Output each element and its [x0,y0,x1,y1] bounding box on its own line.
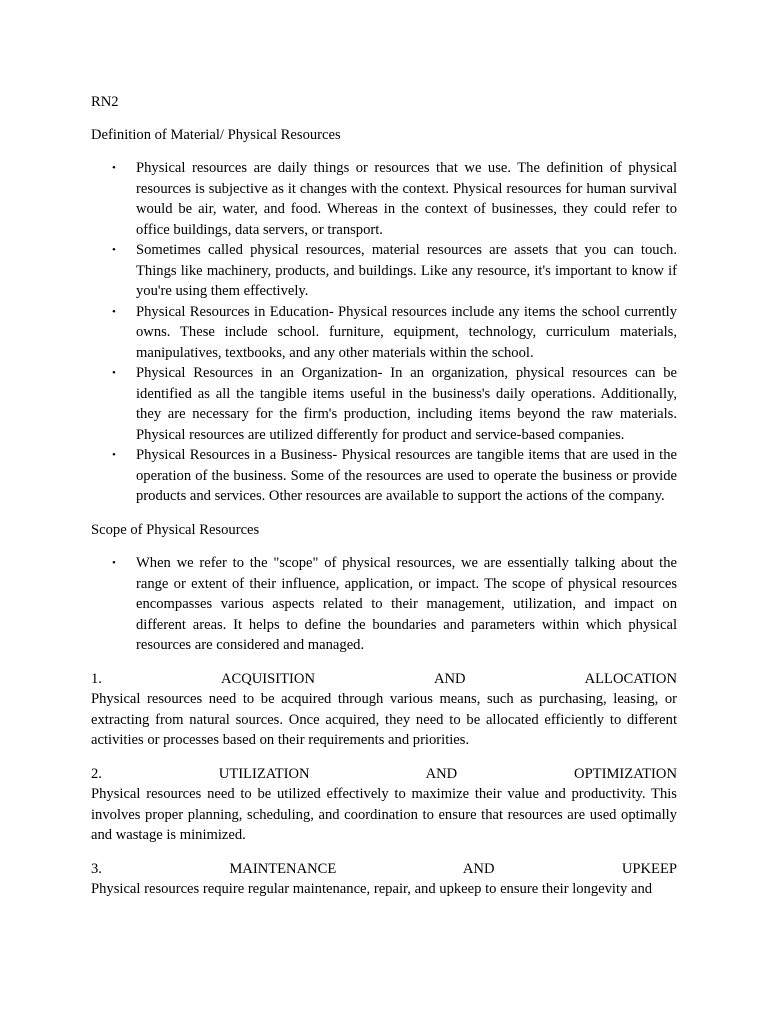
section-maintenance [91,859,677,900]
section-title-word: AND [433,670,466,687]
list-item-text: Physical Resources in Education- Physical resources include any items the school currently owns. These include school. furniture, equipment, technology, curriculum materials, manipulatives, textbooks, and any other materials within the school. [136,303,677,361]
section-title-word: OPTIMIZATION [574,765,677,782]
list-item [91,553,677,656]
scope-bullet-list [91,553,677,656]
section-number: 3. [91,860,102,877]
section-heading [91,859,677,880]
definition-bullet-list [91,158,677,507]
list-item-text: Physical Resources in a Business- Physical resources are tangible items that are used in the operation of the business. Some of the resources are used to operate the business or provide products and services. Other resources are available to support the actions of the company. [136,447,677,504]
section-utilization [91,764,677,846]
section-title-word: ACQUISITION [220,670,315,687]
section-title-word: ALLOCATION [584,670,677,687]
list-item-text: Physical Resources in an Organization- In an organization, physical resources can be identified as all the tangible items useful in the business's daily operations. Additionally, they are necessary for the firm's production, including items beyond the raw materials. Physical resources are utilized differently for product and service-based companies. [136,365,677,443]
bullet-icon: • [112,449,116,461]
list-item [91,240,677,302]
section-body: Physical resources need to be utilized effectively to maximize their value and productivity. This involves proper planning, scheduling, and coordination to ensure that resources are used optimally and wastage is minimized. [91,786,677,843]
list-item-text: Physical resources are daily things or resources that we use. The definition of physical resources is subjective as it changes with the context. Physical resources for human survival would be air, water, and food. Whereas in the context of businesses, they could refer to office buildings, data servers, or transport. [136,160,677,238]
bullet-icon: • [112,305,116,318]
section-heading [91,669,677,690]
list-item [91,302,677,364]
document-label: RN2 [91,94,119,110]
section-title-word: UTILIZATION [218,765,310,782]
bullet-icon: • [112,162,116,174]
definition-heading: Definition of Material/ Physical Resources [91,126,341,143]
section-heading [91,764,677,785]
section-title-word: MAINTENANCE [229,860,337,877]
scope-heading: Scope of Physical Resources [91,521,260,538]
section-number: 2. [91,765,102,782]
section-title-word: AND [462,860,495,877]
bullet-icon: • [112,557,116,569]
list-item [91,445,677,507]
bullet-icon: • [112,244,116,256]
section-body: Physical resources require regular maintenance, repair, and upkeep to ensure their longevity and [91,881,653,897]
document-page [91,92,677,913]
section-title-word: UPKEEP [621,860,677,877]
list-item [91,363,677,445]
section-title-word: AND [425,765,458,782]
section-acquisition [91,669,677,751]
section-body: Physical resources need to be acquired through various means, such as purchasing, leasing, or extracting from natural sources. Once acquired, they need to be allocated efficiently to different activities or processes based on their requirements and priorities. [91,691,677,748]
section-number: 1. [91,670,102,687]
list-item-text: When we refer to the "scope" of physical resources, we are essentially talking about the range or extent of their influence, application, or impact. The scope of physical resources encompasses various aspects related to their management, utilization, and impact on different areas. It helps to define the boundaries and parameters within which physical resources are considered and managed. [136,555,677,653]
list-item-text: Sometimes called physical resources, material resources are assets that you can touch. Things like machinery, products, and buildings. Like any resource, it's important to know if you're using them effectively. [136,242,677,299]
list-item [91,158,677,240]
bullet-icon: • [112,367,116,379]
